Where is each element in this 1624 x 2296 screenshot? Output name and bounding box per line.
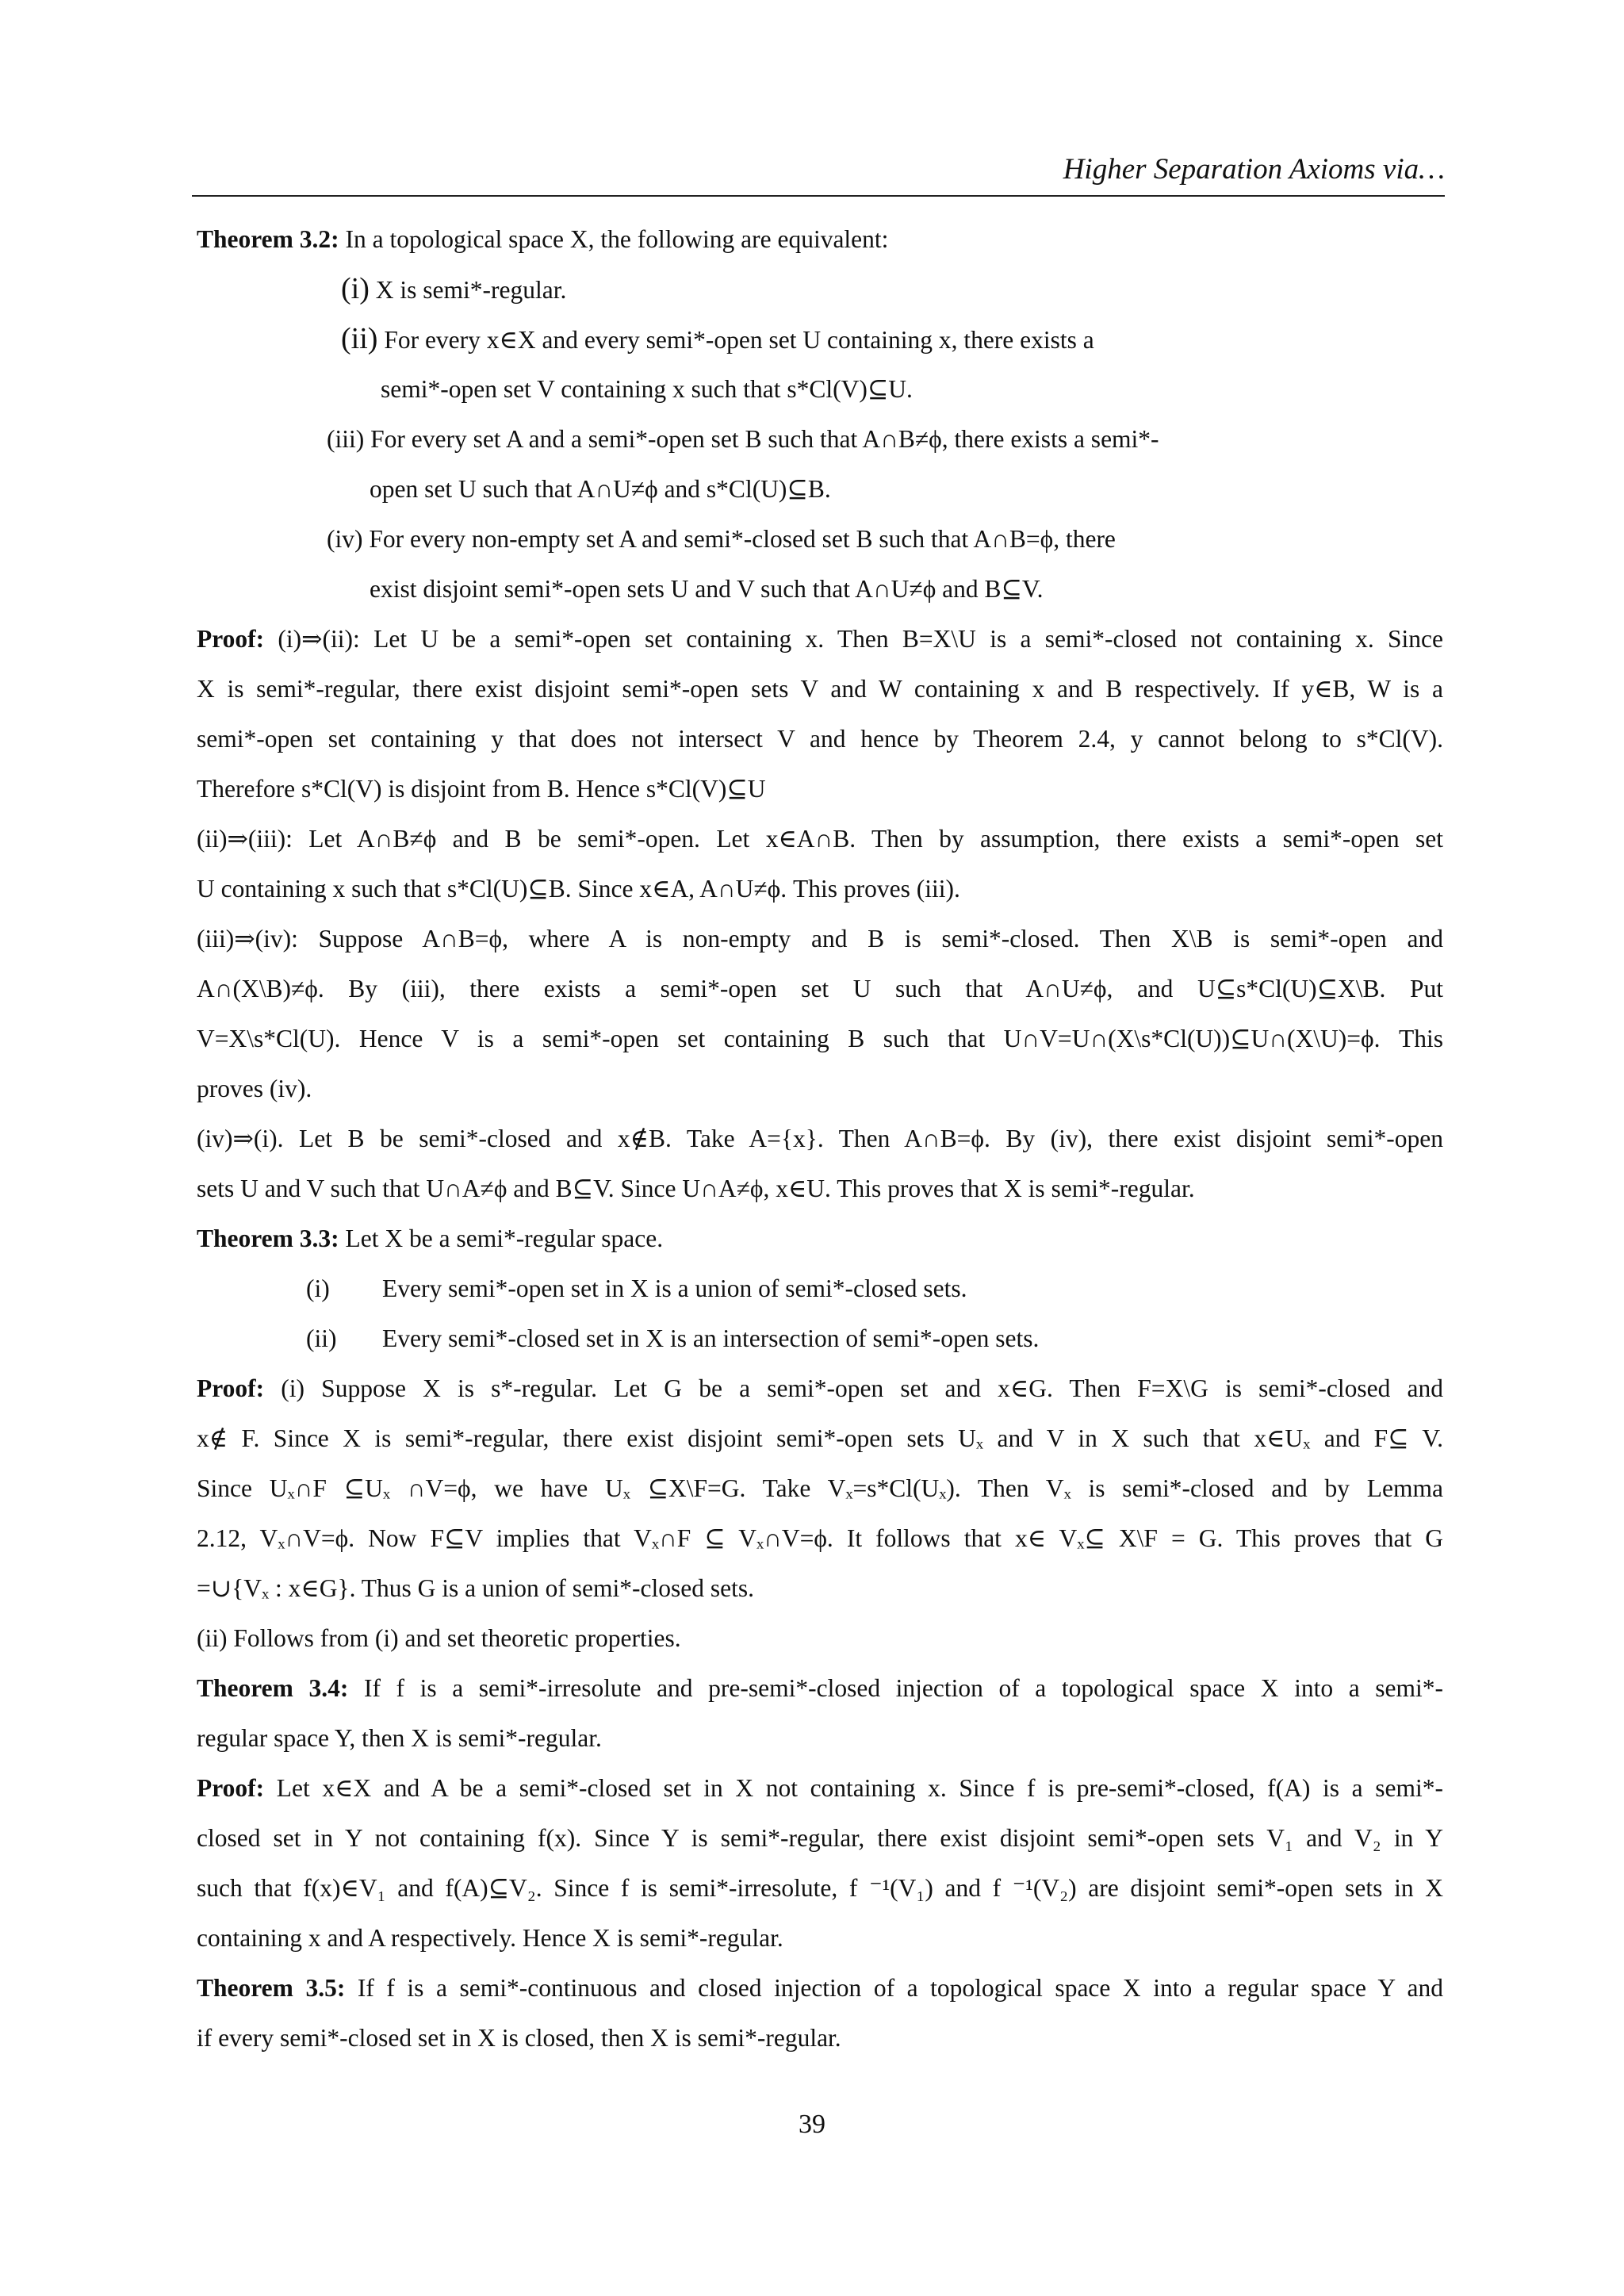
page-body [197, 214, 1443, 2063]
line-text: If f is a semi*-irresolute and pre-semi*-closed injection of a topological space X into a semi*- [348, 1674, 1443, 1702]
text-line [197, 914, 1443, 964]
line-text: (iv) For every non-empty set A and semi*-closed set B such that A∩B=ϕ, there [327, 525, 1116, 553]
line-text: (iii) For every set A and a semi*-open set B such that A∩B≠ϕ, there exists a semi*- [327, 425, 1159, 453]
line-text: Let X be a semi*-regular space. [339, 1225, 664, 1252]
text-line [197, 764, 1443, 814]
line-text: (iv)⇒(i). Let B be semi*-closed and x∉B. Take A={x}. Then A∩B=ϕ. By (iv), there exist disjoint semi*-open [197, 1125, 1443, 1152]
line-text: Let x∈X and A be a semi*-closed set in X not containing x. Since f is pre-semi*-closed, f(A) is a semi*- [264, 1774, 1443, 1802]
text-line [197, 714, 1443, 764]
item-numeral: (i) [341, 272, 370, 305]
text-line [197, 1363, 1443, 1413]
line-text: proves (iv). [197, 1075, 312, 1102]
line-label: Theorem 3.5: [197, 1974, 346, 2002]
line-label: Theorem 3.2: [197, 225, 339, 253]
line-text: Every semi*-closed set in X is an intersection of semi*-open sets. [382, 1324, 1040, 1352]
line-label: Proof: [197, 625, 265, 653]
text-line [197, 564, 1443, 614]
text-line [197, 364, 1443, 414]
line-text: semi*-open set V containing x such that s*Cl(V)⊆U. [381, 375, 913, 403]
line-text: Therefore s*Cl(V) is disjoint from B. Hence s*Cl(V)⊆U [197, 775, 766, 803]
text-line [197, 1263, 1443, 1313]
text-line [197, 1313, 1443, 1363]
text-line [197, 414, 1443, 464]
line-text: sets U and V such that U∩A≠ϕ and B⊆V. Since U∩A≠ϕ, x∈U. This proves that X is semi*-regular. [197, 1175, 1195, 1202]
line-text: open set U such that A∩U≠ϕ and s*Cl(U)⊆B. [370, 475, 831, 503]
text-line [197, 464, 1443, 514]
text-line [197, 814, 1443, 864]
text-line [197, 964, 1443, 1014]
line-text: Every semi*-open set in X is a union of semi*-closed sets. [382, 1274, 967, 1302]
text-line [197, 1663, 1443, 1713]
line-text: For every x∈X and every semi*-open set U containing x, there exists a [377, 326, 1094, 354]
line-text: exist disjoint semi*-open sets U and V such that A∩U≠ϕ and B⊆V. [370, 575, 1044, 603]
line-text: Since Uₓ∩F ⊆Uₓ ∩V=ϕ, we have Uₓ ⊆X\F=G. Take Vₓ=s*Cl(Uₓ). Then Vₓ is semi*-closed and by Lemma [197, 1474, 1443, 1502]
line-text: 2.12, Vₓ∩V=ϕ. Now F⊆V implies that Vₓ∩F ⊆ Vₓ∩V=ϕ. It follows that x∈ Vₓ⊆ X\F = G. This proves that G [197, 1524, 1443, 1552]
text-line [197, 864, 1443, 914]
text-line [197, 214, 1443, 264]
item-numeral: (ii) [341, 322, 378, 355]
text-line [197, 264, 1443, 314]
item-numeral: (i) [306, 1274, 330, 1302]
text-line [197, 2013, 1443, 2063]
line-text: such that f(x)∈V₁ and f(A)⊆V₂. Since f is semi*-irresolute, f ⁻¹(V₁) and f ⁻¹(V₂) are disjoint semi*-open sets in X [197, 1874, 1443, 1902]
line-text: semi*-open set containing y that does not intersect V and hence by Theorem 2.4, y cannot belong to s*Cl(V). [197, 725, 1443, 753]
text-line [197, 1114, 1443, 1163]
text-line [197, 1563, 1443, 1613]
line-text: A∩(X\B)≠ϕ. By (iii), there exists a semi*-open set U such that A∩U≠ϕ, and U⊆s*Cl(U)⊆X\B. Put [197, 975, 1443, 1002]
line-label: Proof: [197, 1374, 265, 1402]
text-line [197, 1064, 1443, 1114]
line-text: U containing x such that s*Cl(U)⊆B. Since x∈A, A∩U≠ϕ. This proves (iii). [197, 875, 960, 903]
text-line [197, 1163, 1443, 1213]
text-line [197, 1463, 1443, 1513]
text-line [197, 1413, 1443, 1463]
text-line [197, 1813, 1443, 1863]
text-line [197, 1913, 1443, 1963]
text-line [197, 1213, 1443, 1263]
text-line [197, 1763, 1443, 1813]
line-label: Theorem 3.3: [197, 1225, 339, 1252]
line-text: In a topological space X, the following are equivalent: [339, 225, 889, 253]
running-header [192, 151, 1445, 197]
line-text: (iii)⇒(iv): Suppose A∩B=ϕ, where A is non-empty and B is semi*-closed. Then X\B is semi*-open and [197, 925, 1443, 953]
line-text: regular space Y, then X is semi*-regular. [197, 1724, 602, 1752]
line-text: V=X\s*Cl(U). Hence V is a semi*-open set containing B such that U∩V=U∩(X\s*Cl(U))⊆U∩(X\U)=ϕ. This [197, 1025, 1443, 1052]
line-text: X is semi*-regular, there exist disjoint semi*-open sets V and W containing x and B respectively. If y∈B, W is a [197, 675, 1443, 703]
line-text: if every semi*-closed set in X is closed, then X is semi*-regular. [197, 2024, 841, 2052]
line-label: Theorem 3.4: [197, 1674, 349, 1702]
item-numeral: (ii) [306, 1324, 337, 1352]
text-line [197, 1863, 1443, 1913]
line-label: Proof: [197, 1774, 265, 1802]
running-header-title: Higher Separation Axioms via… [1063, 153, 1445, 186]
text-line [197, 1613, 1443, 1663]
text-line [197, 1713, 1443, 1763]
text-line [197, 1513, 1443, 1563]
text-line [197, 1014, 1443, 1064]
text-line [197, 664, 1443, 714]
text-line [197, 514, 1443, 564]
line-text: If f is a semi*-continuous and closed injection of a topological space X into a regular space Y and [345, 1974, 1443, 2002]
line-text: (i)⇒(ii): Let U be a semi*-open set containing x. Then B=X\U is a semi*-closed not containing x. Since [264, 625, 1443, 653]
text-line [197, 1963, 1443, 2013]
line-text: (ii) Follows from (i) and set theoretic properties. [197, 1624, 681, 1652]
text-line [197, 314, 1443, 364]
text-line [197, 614, 1443, 664]
line-text: containing x and A respectively. Hence X is semi*-regular. [197, 1924, 783, 1952]
line-text: (ii)⇒(iii): Let A∩B≠ϕ and B be semi*-open. Let x∈A∩B. Then by assumption, there exists a semi*-open set [197, 825, 1443, 853]
line-text: x∉ F. Since X is semi*-regular, there exist disjoint semi*-open sets Uₓ and V in X such that x∈Uₓ and F⊆ V. [197, 1424, 1443, 1452]
line-text: closed set in Y not containing f(x). Since Y is semi*-regular, there exist disjoint semi*-open sets V₁ and V₂ in Y [197, 1824, 1443, 1852]
line-text: (i) Suppose X is s*-regular. Let G be a semi*-open set and x∈G. Then F=X\G is semi*-closed and [264, 1374, 1443, 1402]
line-text: X is semi*-regular. [369, 276, 567, 304]
line-text: =∪{Vₓ : x∈G}. Thus G is a union of semi*-closed sets. [197, 1574, 754, 1602]
page-number: 39 [799, 2110, 825, 2139]
